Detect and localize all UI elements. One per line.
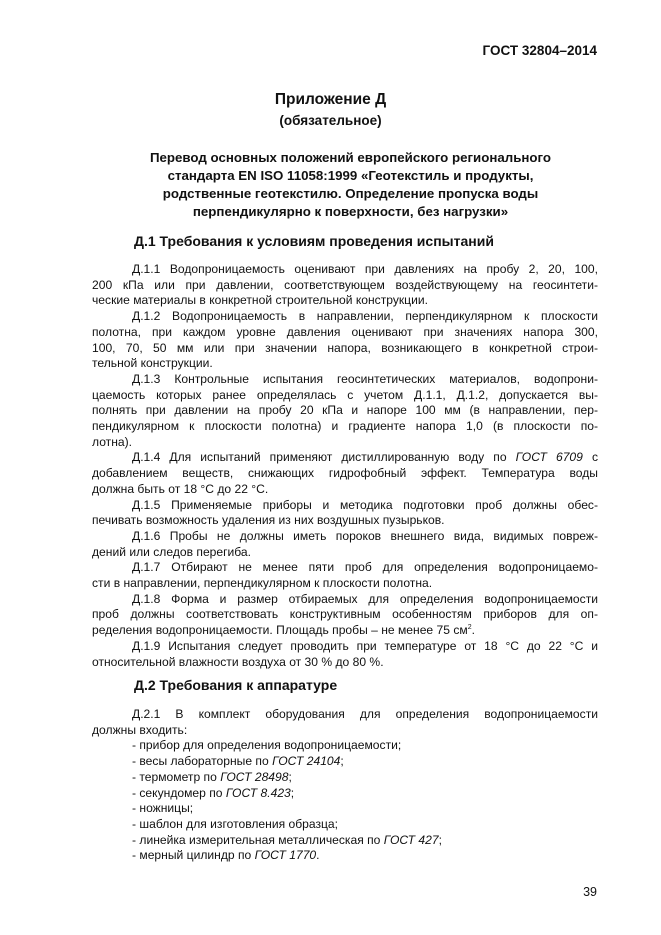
text-line: сти в направлении, перпендикулярном к плоскости полотна. xyxy=(92,576,433,591)
text-line: проб должны соответствовать конструктивным особенностям приборов для оп- xyxy=(92,607,598,622)
text-span: ; xyxy=(288,769,292,784)
text-line: должна быть от 18 °С до 22 °С. xyxy=(92,481,269,496)
text-line: Д.1.9 Испытания следует проводить при температуре от 18 °С до 22 °С и xyxy=(132,638,598,653)
section-1-heading: Д.1 Требования к условиям проведения испытаний xyxy=(134,233,494,249)
paragraph-d-1-3 xyxy=(92,372,598,451)
paragraph-d-2-1 xyxy=(92,707,598,738)
standard-reference: ГОСТ 24104 xyxy=(272,754,341,769)
text-span: с xyxy=(582,450,598,465)
text-line: цаемость которых ранее определялась с учетом Д.1.1, Д.1.2, допускается вы- xyxy=(92,387,598,402)
list-item xyxy=(92,786,598,802)
text-span: ; xyxy=(290,785,295,800)
text-line: полнять при давлении на пробу 20 кПа и напоре 100 мм (в направлении, пер- xyxy=(92,403,598,418)
text-span: - секундомер по xyxy=(132,785,226,800)
text-line: 100, 70, 50 мм или при значении напора, возникающего в конкретной строи- xyxy=(92,340,598,355)
document-header: ГОСТ 32804–2014 xyxy=(482,43,597,58)
document-title xyxy=(110,149,591,221)
section-2-heading: Д.2 Требования к аппаратуре xyxy=(134,677,338,693)
text-line: дений или следов перегиба. xyxy=(92,544,252,559)
text-line: Д.2.1 В комплект оборудования для определения водопроницаемости xyxy=(132,707,598,721)
standard-reference: ГОСТ 1770 xyxy=(254,848,317,863)
text-line: относительной влажности воздуха от 30 % до 80 %. xyxy=(92,654,384,669)
text-line: полотна, при каждом уровне давления оценивают при значениях напора 300, xyxy=(92,324,598,339)
standard-reference: ГОСТ 8.423 xyxy=(225,785,291,800)
text-span: - шаблон для изготовления образца; xyxy=(132,816,339,831)
paragraph-d-1-6 xyxy=(92,529,598,560)
document-title-line: Перевод основных положений европейского регионального xyxy=(149,150,552,165)
paragraph-d-1-8 xyxy=(92,592,598,639)
text-span: . xyxy=(316,848,320,863)
standard-reference: ГОСТ 28498 xyxy=(220,769,289,784)
paragraph-d-1-5 xyxy=(92,498,598,529)
document-title-line: стандарта EN ISO 11058:1999 «Геотекстиль и продукты, xyxy=(167,168,534,183)
text-span: - весы лабораторные по xyxy=(132,754,273,769)
text-line: Д.1.3 Контрольные испытания геосинтетических материалов, водопрони- xyxy=(132,371,598,386)
list-item xyxy=(92,833,598,849)
text-span: ; xyxy=(340,754,344,769)
text-line: Д.1.1 Водопроницаемость оценивают при давлениях на пробу 2, 20, 100, xyxy=(132,262,598,276)
text-line: Д.1.6 Пробы не должны иметь пороков внешнего вида, видимых повреж- xyxy=(132,528,598,543)
text-line: Д.1.7 Отбирают не менее пяти проб для определения водопроницаемо- xyxy=(132,560,598,575)
list-item xyxy=(92,848,598,864)
list-item xyxy=(92,754,598,770)
section-2-body xyxy=(92,707,598,864)
page-number: 39 xyxy=(583,885,597,899)
text-span: - ножницы; xyxy=(132,801,194,816)
paragraph-d-1-1 xyxy=(92,262,598,309)
text-line: Д.1.5 Применяемые приборы и методика подготовки проб должны обес- xyxy=(132,497,598,512)
list-item xyxy=(92,817,598,833)
appendix-title: Приложение Д xyxy=(274,91,387,108)
text-line: ческие материалы в конкретной строительной конструкции. xyxy=(92,293,428,308)
text-line: печивать возможность удаления из них воздушных пузырьков. xyxy=(92,513,445,528)
text-span: ; xyxy=(438,832,442,847)
list-item xyxy=(92,770,598,786)
text-span: ределения водопроницаемости. Площадь пробы – не менее 75 см xyxy=(92,623,468,638)
text-span: - термометр по xyxy=(132,769,221,784)
standard-reference: ГОСТ 427 xyxy=(383,832,439,847)
text-line: лотна). xyxy=(92,434,132,449)
superscript: 2 xyxy=(467,624,472,632)
paragraph-d-1-2 xyxy=(92,309,598,372)
text-span: - прибор для определения водопроницаемости; xyxy=(132,738,402,753)
list-item xyxy=(92,738,598,754)
text-line: Д.1.2 Водопроницаемость в направлении, перпендикулярном к плоскости xyxy=(132,309,598,324)
text-line xyxy=(92,450,598,466)
text-line: пендикулярном к плоскости полотна) и градиенте напора 1,0 (в плоскости по- xyxy=(92,419,598,434)
document-title-line: перпендикулярно к поверхности, без нагрузки» xyxy=(192,204,509,219)
text-line: добавлением веществ, снижающих гидрофобный эффект. Температура воды xyxy=(92,466,598,481)
text-line xyxy=(92,623,598,639)
list-item xyxy=(92,801,598,817)
equipment-list xyxy=(92,738,598,864)
text-span: . xyxy=(471,623,475,638)
text-line: Д.1.8 Форма и размер отбираемых для определения водопроницаемости xyxy=(132,591,598,606)
text-line: 200 кПа или при давлении, соответствующем воздействующему на геосинтети- xyxy=(92,277,598,292)
standard-reference: ГОСТ 6709 xyxy=(515,450,583,465)
paragraph-d-1-4 xyxy=(92,450,598,497)
text-span: - мерный цилиндр по xyxy=(132,848,255,863)
appendix-subtitle: (обязательное) xyxy=(279,113,382,128)
text-span: - линейка измерительная металлическая по xyxy=(132,832,384,847)
text-line: должны входить: xyxy=(92,722,188,737)
paragraph-d-1-9 xyxy=(92,639,598,670)
section-1-body xyxy=(92,262,598,670)
paragraph-d-1-7 xyxy=(92,560,598,591)
text-span: Д.1.4 Для испытаний применяют дистиллированную воду по xyxy=(132,450,516,465)
document-title-line: родственные геотекстилю. Определение пропуска воды xyxy=(162,186,539,201)
text-line: тельной конструкции. xyxy=(92,356,213,371)
